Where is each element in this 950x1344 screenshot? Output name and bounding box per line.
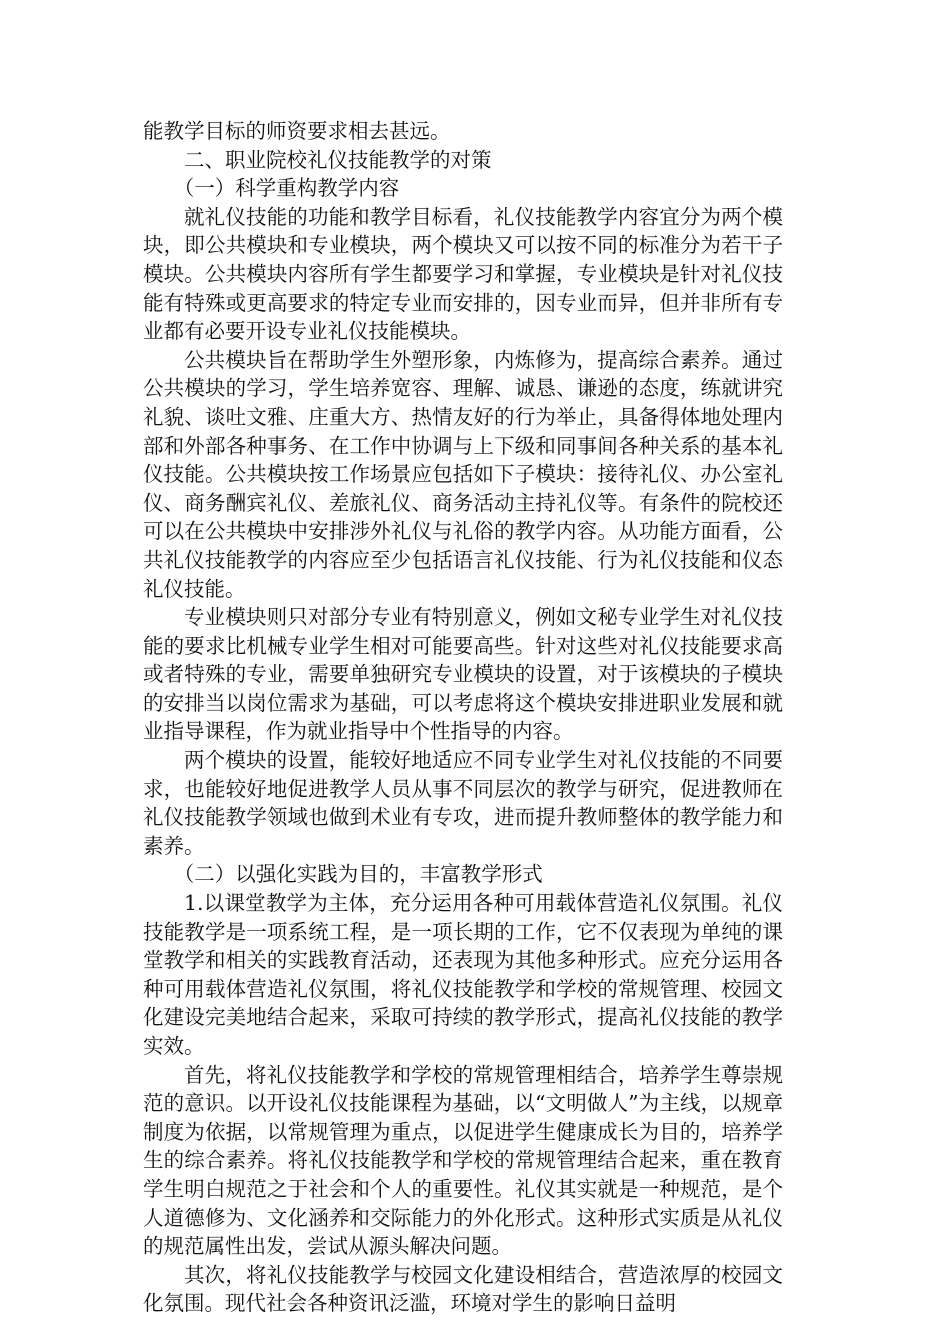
paragraph: 两个模块的设置，能较好地适应不同专业学生对礼仪技能的不同要求，也能较好地促进教学人员从事不同层次的教学与研究，促进教师在礼仪技能教学领域也做到术业有专攻，进而提升教师整体的教学能力和素养。 <box>143 748 783 858</box>
paragraph: 就礼仪技能的功能和教学目标看，礼仪技能教学内容宜分为两个模块，即公共模块和专业模块，两个模块又可以按不同的标准分为若干子模块。公共模块内容所有学生都要学习和掌握，专业模块是针对礼仪技能有特殊或更高要求的特定专业而安排的，因专业而异，但并非所有专业都有必要开设专业礼仪技能模块。 <box>143 204 783 344</box>
section-heading: 二、职业院校礼仪技能教学的对策 <box>184 147 492 172</box>
paragraph: 首先，将礼仪技能教学和学校的常规管理相结合，培养学生尊崇规范的意识。以开设礼仪技能课程为基础，以“文明做人”为主线，以规章制度为依据，以常规管理为重点，以促进学生健康成长为目的，培养学生的综合素养。将礼仪技能教学和学校的常规管理结合起来，重在教育学生明白规范之于社会和个人的重要性。礼仪其实就是一种规范，是个人道德修为、文化涵养和交际能力的外化形式。这种形式实质是从礼仪的规范属性出发，尝试从源头解决问题。 <box>143 1062 783 1259</box>
paragraph: 公共模块旨在帮助学生外塑形象，内炼修为，提高综合素养。通过公共模块的学习，学生培养宽容、理解、诚恳、谦逊的态度，练就讲究礼貌、谈吐文雅、庄重大方、热情友好的行为举止，具备得体地处理内部和外部各种事务、在工作中协调与上下级和同事间各种关系的基本礼仪技能。公共模块按工作场景应包括如下子模块：接待礼仪、办公室礼仪、商务酬宾礼仪、差旅礼仪、商务活动主持礼仪等。有条件的院校还可以在公共模块中安排涉外礼仪与礼俗的教学内容。从功能方面看，公共礼仪技能教学的内容应至少包括语言礼仪技能、行为礼仪技能和仪态礼仪技能。 <box>143 347 783 601</box>
subsection-heading-2: （二）以强化实践为目的，丰富教学形式 <box>173 862 543 887</box>
subsection-heading-1: （一）科学重构教学内容 <box>173 176 400 201</box>
paragraph: 1.以课堂教学为主体，充分运用各种可用载体营造礼仪氛围。礼仪技能教学是一项系统工程，是一项长期的工作，它不仅表现为单纯的课堂教学和相关的实践教育活动，还表现为其他多种形式。应充分运用各种可用载体营造礼仪氛围，将礼仪技能教学和学校的常规管理、校园文化建设完美地结合起来，采取可持续的教学形式，提高礼仪技能的教学实效。 <box>143 891 783 1058</box>
document-body <box>143 117 783 1318</box>
paragraph: 专业模块则只对部分专业有特别意义，例如文秘专业学生对礼仪技能的要求比机械专业学生相对可能要高些。针对这些对礼仪技能要求高或者特殊的专业，需要单独研究专业模块的设置，对于该模块的子模块的安排当以岗位需求为基础，可以考虑将这个模块安排进职业发展和就业指导课程，作为就业指导中个性指导的内容。 <box>143 605 783 744</box>
paragraph-continuation: 能教学目标的师资要求相去甚远。 <box>143 119 451 143</box>
paragraph: 其次，将礼仪技能教学与校园文化建设相结合，营造浓厚的校园文化氛围。现代社会各种资讯泛滥，环境对学生的影响日益明 <box>143 1262 783 1316</box>
